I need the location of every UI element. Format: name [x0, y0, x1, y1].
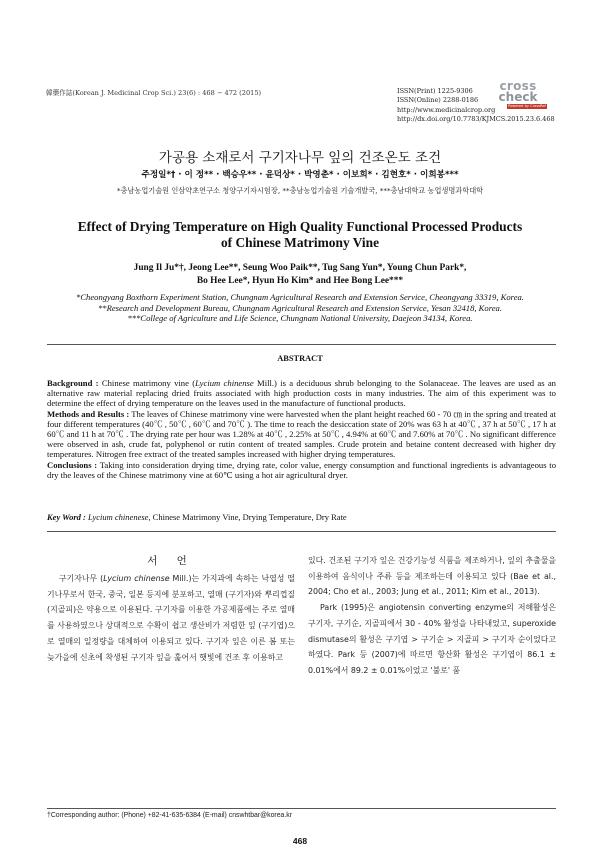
- footnote: [47, 811, 556, 820]
- keywords-rest: , Chinese Matrimony Vine, Drying Temperature, Dry Rate: [148, 512, 347, 522]
- footnote-rule: [47, 808, 556, 809]
- english-title-line2: of Chinese Matrimony Vine: [220, 234, 380, 250]
- english-title: [0, 219, 600, 250]
- abstract-top-rule: [47, 344, 556, 345]
- abstract-methods: [47, 409, 556, 460]
- crossmark-badge[interactable]: [489, 80, 547, 110]
- background-species: Lycium chinense: [195, 378, 254, 388]
- corresponding-author: †Corresponding author: (Phone) +82-41-635-6384 (E-mail) cnswhtbar@korea.kr: [47, 812, 293, 819]
- intro-p1-text-b: Mill.)는 가지과에 속하는 낙엽성 떨기나무로서 한국, 중국, 일본 등지에 분포하고, 열매 (구기자)와 뿌리껍질 (지골피)은 약용으로 이용된다. 구기자를 이용한 가공제품에는 주로 열매를 사용하였으나 상대적으로 수확이 쉽고 생산비가 저렴한 잎 (구기엽)으로 열매의 일정량을 대체하여 이용되고 있다. 구기자 잎은 이른 봄 또는 늦가을에 신초에 착생된 구기자 잎을 훑어서 햇빛에 건조 후 이용하고: [47, 574, 295, 662]
- conclusions-label: Conclusions :: [47, 459, 98, 470]
- abstract-conclusions: [47, 460, 556, 480]
- korean-title: 가공용 소재로서 구기자나무 잎의 건조온도 조건: [158, 150, 442, 166]
- english-authors-line1: Jung Il Ju*†, Jeong Lee**, Seung Woo Paik**, Tug Sang Yun*, Young Chun Park*,: [133, 263, 467, 273]
- intro-p1-species: Lycium chinense: [103, 574, 170, 583]
- korean-affiliations: *충남농업기술원 인삼약초연구소 청양구기자시험장, **충남농업기술원 기술개발국, ***충남대학교 농업생명과학대학: [116, 186, 484, 195]
- english-affiliation-3: ***College of Agriculture and Life Science, Chungnam National University, Daejeon 34134, Korea.: [127, 313, 473, 323]
- page-number: 468: [292, 836, 308, 846]
- english-authors-line2: Bo Hee Lee*, Hyun Ho Kim* and Hee Bong Lee***: [196, 276, 404, 286]
- background-text-b: Mill.) is a deciduous shrub belonging to the Solanaceae. The leaves are used as an alternative raw material replacing dried fruits associated with high production costs in many industries. The aim of this experiment was to determine the effect of drying temperature on the leaves used in the manufacture of functional products.: [47, 378, 556, 409]
- abstract-bottom-rule: [47, 531, 556, 532]
- keywords-label: Key Word :: [47, 512, 86, 522]
- abstract-body: [47, 378, 556, 480]
- doi-link[interactable]: http://dx.doi.org/10.7783/KJMCS.2015.23.6.468: [397, 114, 555, 123]
- english-title-line1: Effect of Drying Temperature on High Quality Functional Processed Products: [77, 219, 523, 234]
- badge-crossref-text: Powered by CrossRef: [508, 104, 546, 108]
- issn-print: ISSN(Print) 1225-9306: [397, 87, 473, 95]
- intro-paragraph-2: Park (1995)은 angiotensin converting enzyme의 저해활성은 구기자, 구기순, 지골피에서 30 - 40% 활성을 나타내었고, superoxide dismutase의 활성은 구기엽 > 구기순 > 지골피 > 구기자 순이었다고 하였다. Park 등 (2007)에 따르면 항산화 활성은 구기엽이 86.1 ± 0.01%에서 89.2 ± 0.01%이었고 '불로' 품: [308, 603, 556, 675]
- background-label: Background :: [47, 378, 99, 388]
- english-affiliation-2: **Research and Development Bureau, Chungnam Agricultural Research and Extension Service, Yesan 32418, Korea.: [98, 302, 502, 313]
- issn-online: ISSN(Online) 2288-0186: [397, 96, 479, 105]
- journal-citation: 韓藥作誌(Korean J. Medicinal Crop Sci.) 23(6) : 468 − 472 (2015): [46, 89, 262, 97]
- badge-cross-text: cross: [499, 79, 537, 93]
- intro-paragraph-1-cont: 있다. 건조된 구기자 잎은 건강기능성 식품을 제조하거나, 잎의 추출물을 이용하여 음식이나 주류 등을 제조하는데 이용되고 있다 (Bae et al., 2004; Cho et al., 2003; Jung et al., 2011; Kim et al., 2013).: [308, 556, 556, 597]
- english-affiliations: [0, 292, 600, 324]
- abstract-background: [47, 378, 556, 409]
- methods-text: The leaves of Chinese matrimony vine were harvested when the plant height reached 60 - 70 ㎝ in the spring and treated at four different temperatures (40℃ , 50℃ , 60℃ and 70℃ ). The time to reach the desiccation state of 20% was 63 h at 40℃ , 37 h at 50℃ , 17 h at 60℃ and 11 h at 70℃ . The drying rate per hour was 1.28% at 40℃ , 2.25% at 50℃ , 4.94% at 60℃ and 7.60% at 70℃ . No significant difference were observed in ash, crude fat, polyphenol or rutin content of treated samples. Crude protein and betaine content decreased with higher dry temperatures. Nitrogen free extract of the treated samples increased with higher drying temperatures.: [47, 408, 556, 460]
- english-affiliation-1: *Cheongyang Boxthorn Experiment Station, Chungnam Agricultural Research and Extension Service, Cheongyang 33319, Korea.: [76, 292, 524, 302]
- english-authors: [0, 262, 600, 288]
- introduction-heading: 서 언: [147, 555, 195, 567]
- korean-authors: 주정일*† · 이 정** · 백승우** · 윤덕상* · 박영춘* · 이보희* · 김현호* · 이희봉***: [141, 170, 459, 180]
- badge-check-text: check: [498, 90, 538, 104]
- intro-paragraph-1: [47, 571, 295, 665]
- keywords-species: Lycium chinenese: [88, 512, 149, 522]
- left-column: [47, 571, 295, 665]
- conclusions-text: Taking into consideration drying time, drying rate, color value, energy consumption and functional ingredients is advantageous to dry the leaves of the Chinese matrimony vine at 60℃ using a hot air agricultural dryer.: [47, 459, 557, 480]
- intro-p1-text-a: 구기자나무 (: [59, 574, 104, 583]
- journal-url[interactable]: http://www.medicinalcrop.org: [397, 105, 496, 114]
- methods-label: Methods and Results :: [47, 408, 130, 419]
- right-column: [308, 553, 556, 679]
- background-text-a: Chinese matrimony vine (: [98, 378, 196, 388]
- abstract-heading: ABSTRACT: [277, 354, 323, 363]
- keywords: [47, 512, 556, 522]
